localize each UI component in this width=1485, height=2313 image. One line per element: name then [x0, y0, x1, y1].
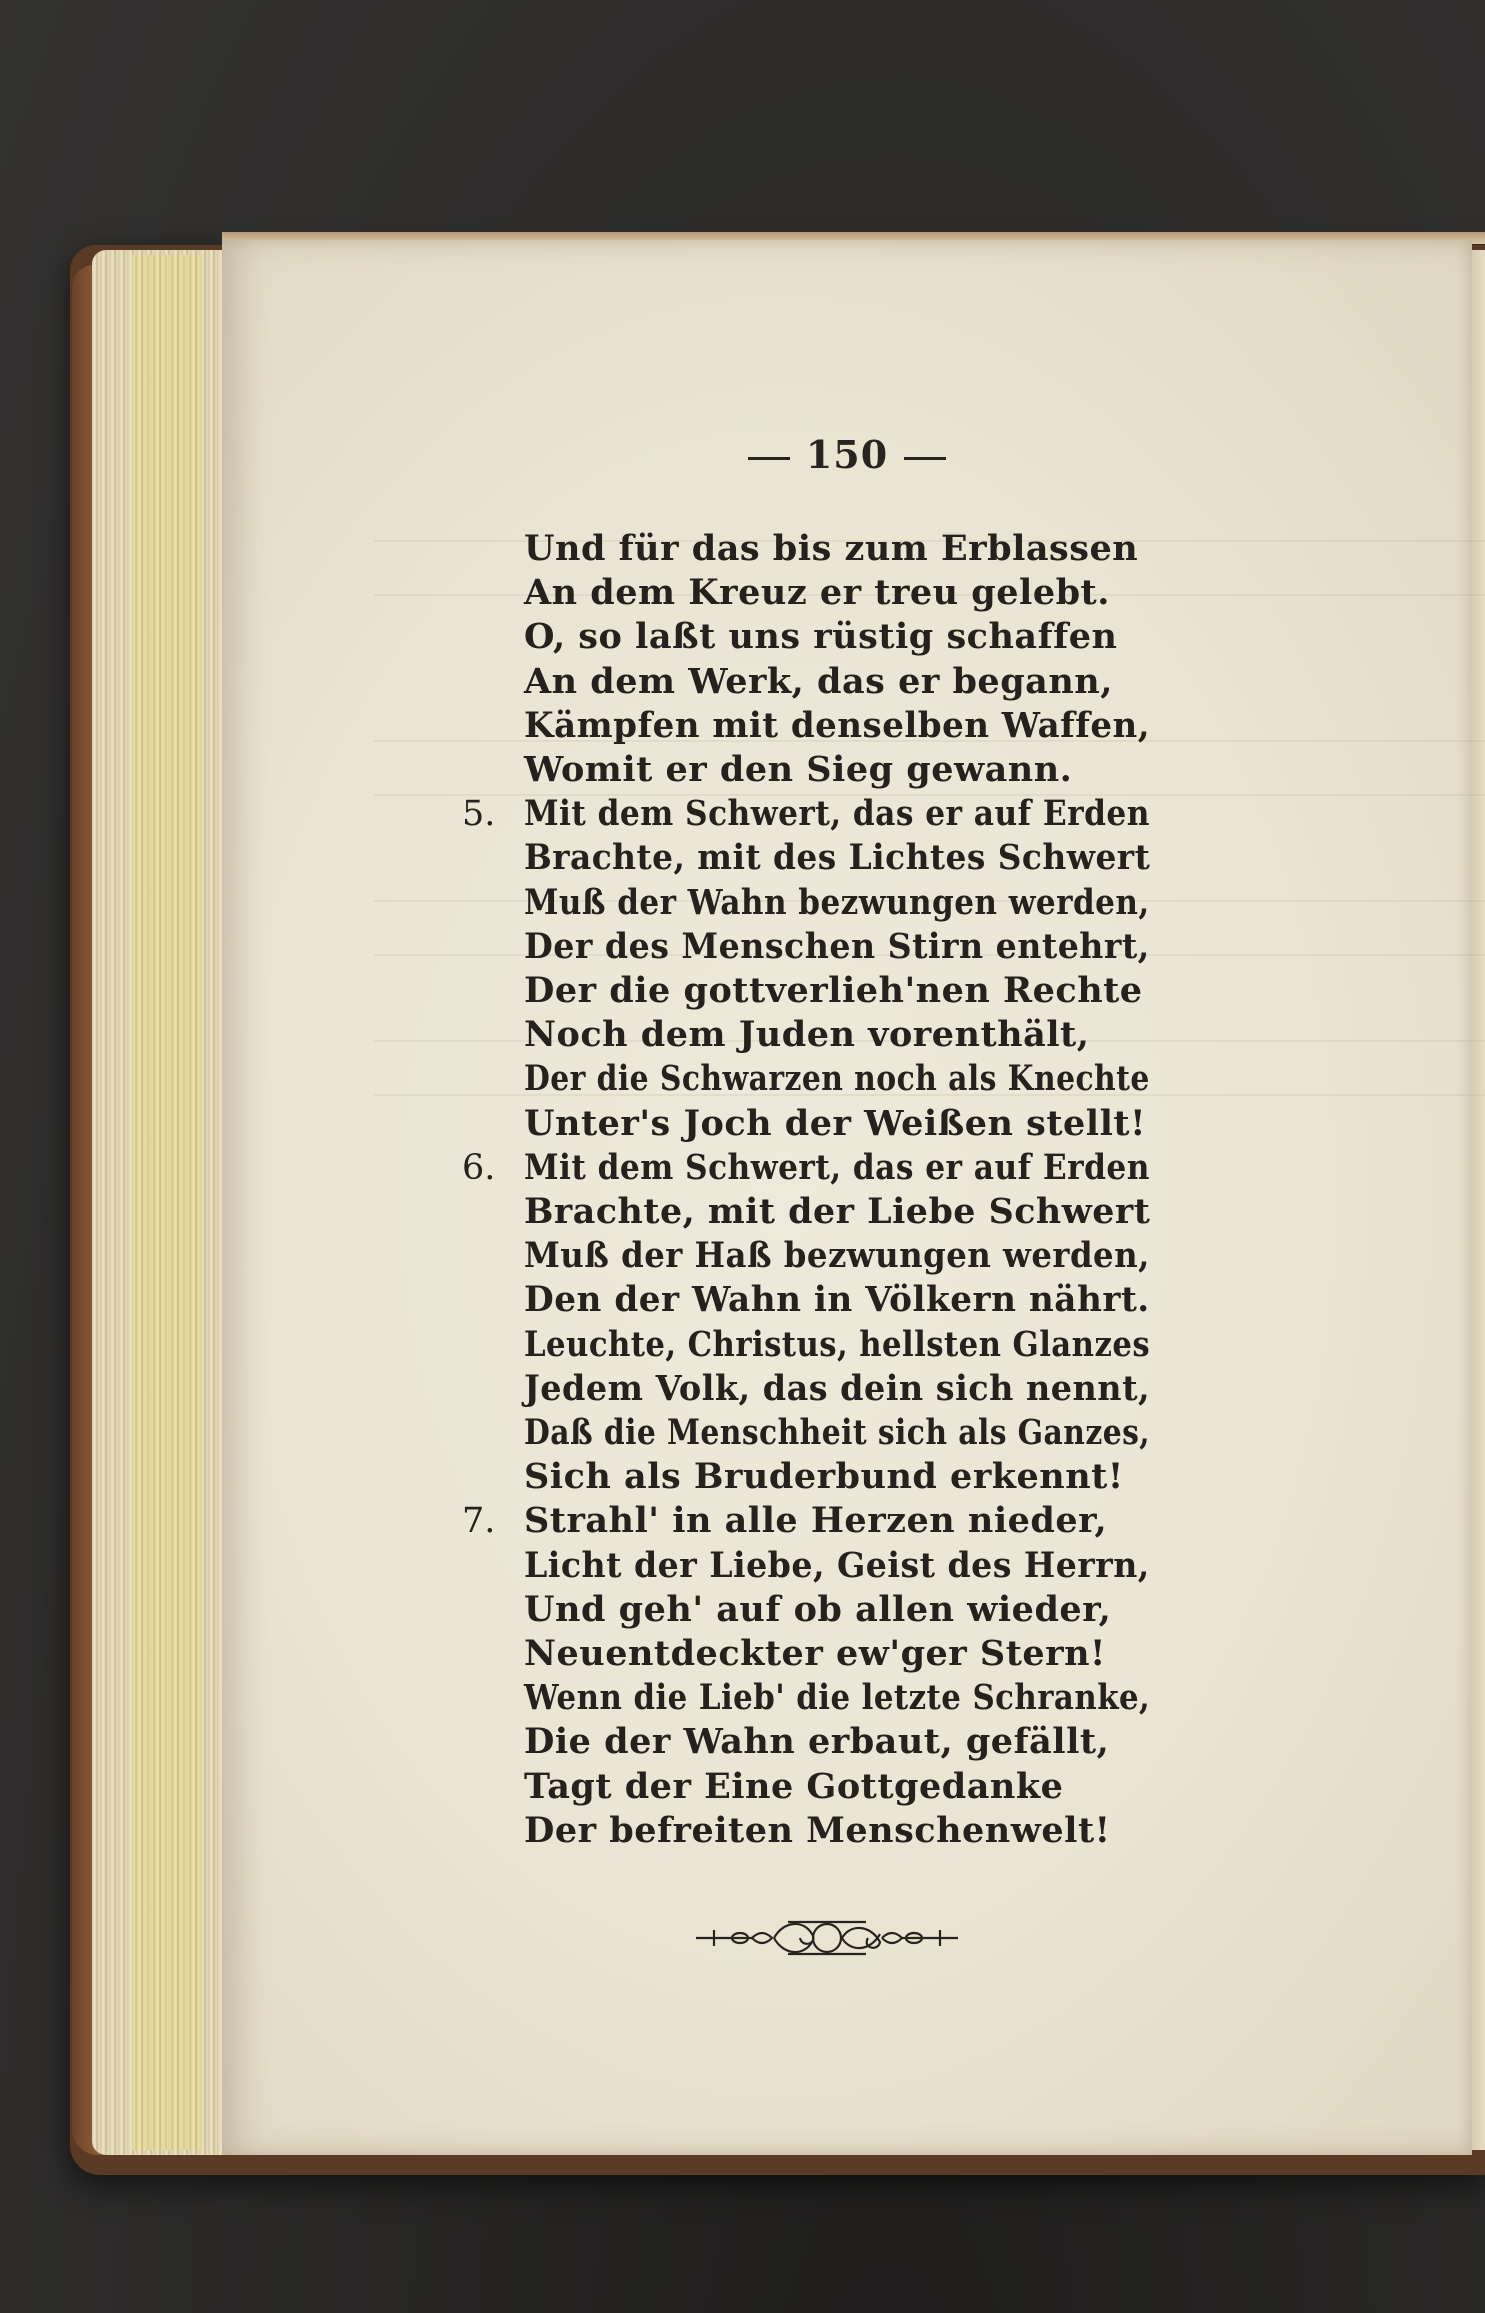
poem-line: Sich als Bruderbund erkennt! — [524, 1456, 1124, 1498]
poem-line: Wenn die Lieb' die letzte Schranke, — [524, 1677, 1151, 1719]
poem-line: Muß der Wahn bezwungen werden, — [524, 881, 1150, 923]
poem-line: An dem Werk, das er begann, — [524, 660, 1113, 702]
poem-line: Die der Wahn erbaut, gefällt, — [524, 1721, 1110, 1763]
verse-number: 6. — [462, 1147, 496, 1188]
verse-number: 7. — [462, 1501, 496, 1542]
dash-left — [748, 457, 790, 460]
poem-line: An dem Kreuz er treu gelebt. — [524, 572, 1110, 614]
verse-number: 5. — [462, 794, 496, 835]
gilt-edge — [132, 255, 202, 2150]
poem-line: Licht der Liebe, Geist des Herrn, — [524, 1544, 1150, 1586]
page-number — [722, 432, 972, 477]
poem-line: Brachte, mit des Lichtes Schwert — [524, 837, 1151, 879]
fleuron-divider-icon — [692, 1908, 962, 1968]
poem-line: O, so laßt uns rüstig schaffen — [524, 616, 1118, 658]
poem-line: Und geh' auf ob allen wieder, — [524, 1588, 1112, 1630]
poem-line: Der die gottverlieh'nen Rechte — [524, 970, 1143, 1011]
poem-line: Neuentdeckter ew'ger Stern! — [524, 1633, 1106, 1674]
poem-line: Noch dem Juden vorenthält, — [524, 1014, 1090, 1056]
poem-line: Jedem Volk, das dein sich nennt, — [524, 1367, 1151, 1409]
poem-line: Mit dem Schwert, das er auf Erden — [524, 793, 1150, 835]
poem-line: Brachte, mit der Liebe Schwert — [524, 1191, 1151, 1232]
poem-line: Womit er den Sieg gewann. — [524, 749, 1073, 790]
page-number-text: 150 — [805, 432, 889, 477]
poem-line: Der befreiten Menschenwelt! — [524, 1809, 1111, 1851]
poem-line: Daß die Menschheit sich als Ganzes, — [524, 1412, 1151, 1453]
poem-line: Den der Wahn in Völkern nährt. — [524, 1279, 1150, 1321]
poem-line: Muß der Haß bezwungen werden, — [524, 1235, 1150, 1277]
poem-line: Mit dem Schwert, das er auf Erden — [524, 1146, 1150, 1188]
poem-line: Und für das bis zum Erblassen — [524, 528, 1139, 569]
poem-line: Der des Menschen Stirn entehrt, — [524, 925, 1150, 967]
poem-line: Tagt der Eine Gottgedanke — [524, 1765, 1064, 1807]
poem-line: Der die Schwarzen noch als Knechte — [524, 1058, 1150, 1100]
dash-right — [904, 457, 946, 460]
poem-line: Kämpfen mit denselben Waffen, — [524, 704, 1151, 746]
poem-line: Strahl' in alle Herzen nieder, — [524, 1500, 1108, 1542]
poem-line: Unter's Joch der Weißen stellt! — [524, 1102, 1146, 1144]
poem-line: Leuchte, Christus, hellsten Glanzes — [524, 1323, 1151, 1365]
